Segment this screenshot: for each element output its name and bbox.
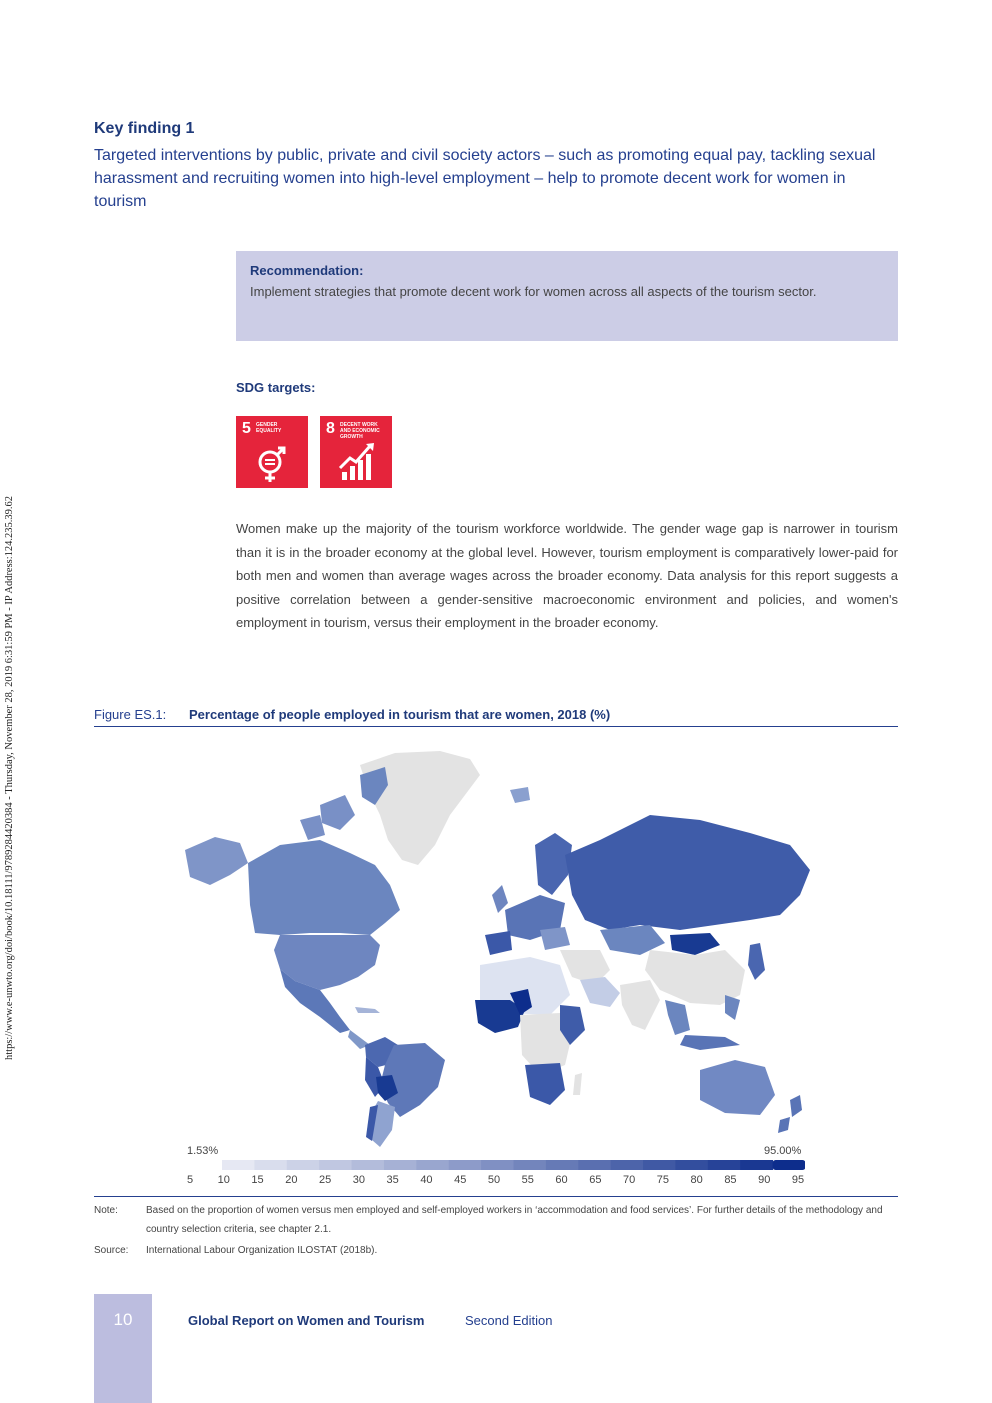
legend-tick-label: 65 (589, 1174, 602, 1186)
footer-title: Global Report on Women and Tourism (188, 1313, 425, 1328)
map-iceland (510, 787, 530, 803)
sdg-5-label: GENDER EQUALITY (256, 422, 282, 434)
legend-segment (352, 1160, 385, 1170)
page-number-box (94, 1294, 152, 1403)
map-iberia (485, 931, 512, 955)
legend-tick-label: 15 (251, 1174, 264, 1186)
figure-header (94, 707, 898, 727)
sdg-title: SDG targets: (236, 380, 316, 395)
legend-segment (254, 1160, 287, 1170)
legend-segment (384, 1160, 417, 1170)
map-new-zealand (790, 1095, 802, 1117)
source-label: Source: (94, 1245, 129, 1256)
legend-tick-label: 85 (724, 1174, 737, 1186)
figure-title: Percentage of people employed in tourism that are women, 2018 (%) (189, 707, 611, 722)
legend-segment (643, 1160, 676, 1170)
legend-tick-label: 80 (690, 1174, 703, 1186)
sdg-5-badge (236, 416, 308, 488)
legend-segment (611, 1160, 644, 1170)
note-divider (94, 1196, 898, 1197)
recommendation-box (236, 251, 898, 341)
legend-tick-label: 50 (487, 1174, 501, 1186)
map-japan (748, 943, 765, 980)
sdg-5-number: 5 (242, 420, 251, 437)
legend-segment (675, 1160, 708, 1170)
legend-segment (481, 1160, 514, 1170)
legend-tick-label: 35 (386, 1174, 399, 1186)
legend-segment (578, 1160, 611, 1170)
map-greenland (360, 751, 480, 865)
legend-segment (514, 1160, 547, 1170)
legend-tick-label: 75 (656, 1174, 669, 1186)
economic-growth-icon (320, 416, 392, 488)
key-finding-text: Targeted interventions by public, private and civil society actors – such as promoting equal pay, tackling sexual harassment and recruiting women into high-level employment – help to promote decent work for women in tourism (94, 147, 876, 210)
legend-tick-label: 25 (318, 1174, 332, 1186)
map-australia (700, 1060, 775, 1115)
legend-ticks (180, 1174, 820, 1188)
legend-tick-label: 10 (217, 1174, 230, 1186)
map-canada (248, 840, 400, 935)
legend-segment (546, 1160, 579, 1170)
legend-tick-label: 5 (186, 1174, 194, 1186)
legend-tick-label: 55 (521, 1174, 534, 1186)
legend-tick-label: 60 (555, 1174, 568, 1186)
key-finding-title: Key finding 1 (94, 120, 195, 137)
legend-tick-label: 90 (758, 1174, 771, 1186)
legend-tick-label: 45 (454, 1174, 467, 1186)
world-choropleth-map (180, 745, 812, 1150)
recommendation-text: Implement strategies that promote decent work for women across all aspects of the tourism sector. (250, 284, 817, 299)
legend-tick-label: 95 (791, 1174, 805, 1186)
map-southern-africa (525, 1063, 565, 1105)
legend-segment (773, 1160, 805, 1170)
note-label: Note: (94, 1205, 118, 1216)
map-uk (492, 885, 508, 913)
sdg-8-badge (320, 416, 392, 488)
footer-edition: Second Edition (465, 1313, 553, 1328)
legend-segment (222, 1160, 255, 1170)
source-text: International Labour Organization ILOSTAT (2018b). (146, 1245, 378, 1256)
legend-tick-label: 20 (285, 1174, 298, 1186)
legend-segment (449, 1160, 482, 1170)
gender-equality-icon (236, 416, 308, 488)
sdg-8-label: DECENT WORK AND ECONOMIC GROWTH (340, 422, 380, 440)
note-text: Based on the proportion of women versus men employed and self-employed workers in ‘accommodation and food services’. For further details of the methodology and country selection criteria, see chapter 2.1. (146, 1205, 883, 1235)
legend-segment (319, 1160, 352, 1170)
legend-segment (708, 1160, 741, 1170)
sdg-8-number: 8 (326, 420, 335, 437)
legend-segment (416, 1160, 449, 1170)
legend-tick-label: 40 (420, 1174, 433, 1186)
map-india (620, 980, 660, 1030)
page-number: 10 (113, 1310, 133, 1329)
legend-max-label: 95.00% (764, 1145, 802, 1157)
legend-segment (287, 1160, 320, 1170)
recommendation-title: Recommendation: (250, 263, 364, 278)
body-paragraph: Women make up the majority of the tourism workforce worldwide. The gender wage gap is narrower in tourism than it is in the broader economy at the global level. However, tourism employment is comparatively lower-paid for both men and women than average wages across the broader economy. Data analysis for this report suggests a positive correlation between a gender-sensitive macroeconomic environment and policies, and women's employment in tourism, versus their employment in the broader economy. (236, 521, 898, 630)
legend-color-scale (222, 1160, 805, 1170)
access-watermark: https://www.e-unwto.org/doi/book/10.18111/9789284420384 - Thursday, November 28, 2019 6:31:59 PM - IP Address:124.235.39.62 (4, 495, 15, 1060)
map-mongolia (670, 933, 720, 955)
legend-min-label: 1.53% (187, 1145, 219, 1157)
map-scandinavia (535, 833, 572, 895)
legend-tick-label: 30 (352, 1174, 365, 1186)
map-alaska (185, 837, 248, 885)
legend-segment (740, 1160, 773, 1170)
figure-label: Figure ES.1: (94, 707, 167, 722)
map-russia (565, 815, 810, 930)
map-madagascar (573, 1073, 582, 1095)
legend-tick-label: 70 (622, 1174, 636, 1186)
